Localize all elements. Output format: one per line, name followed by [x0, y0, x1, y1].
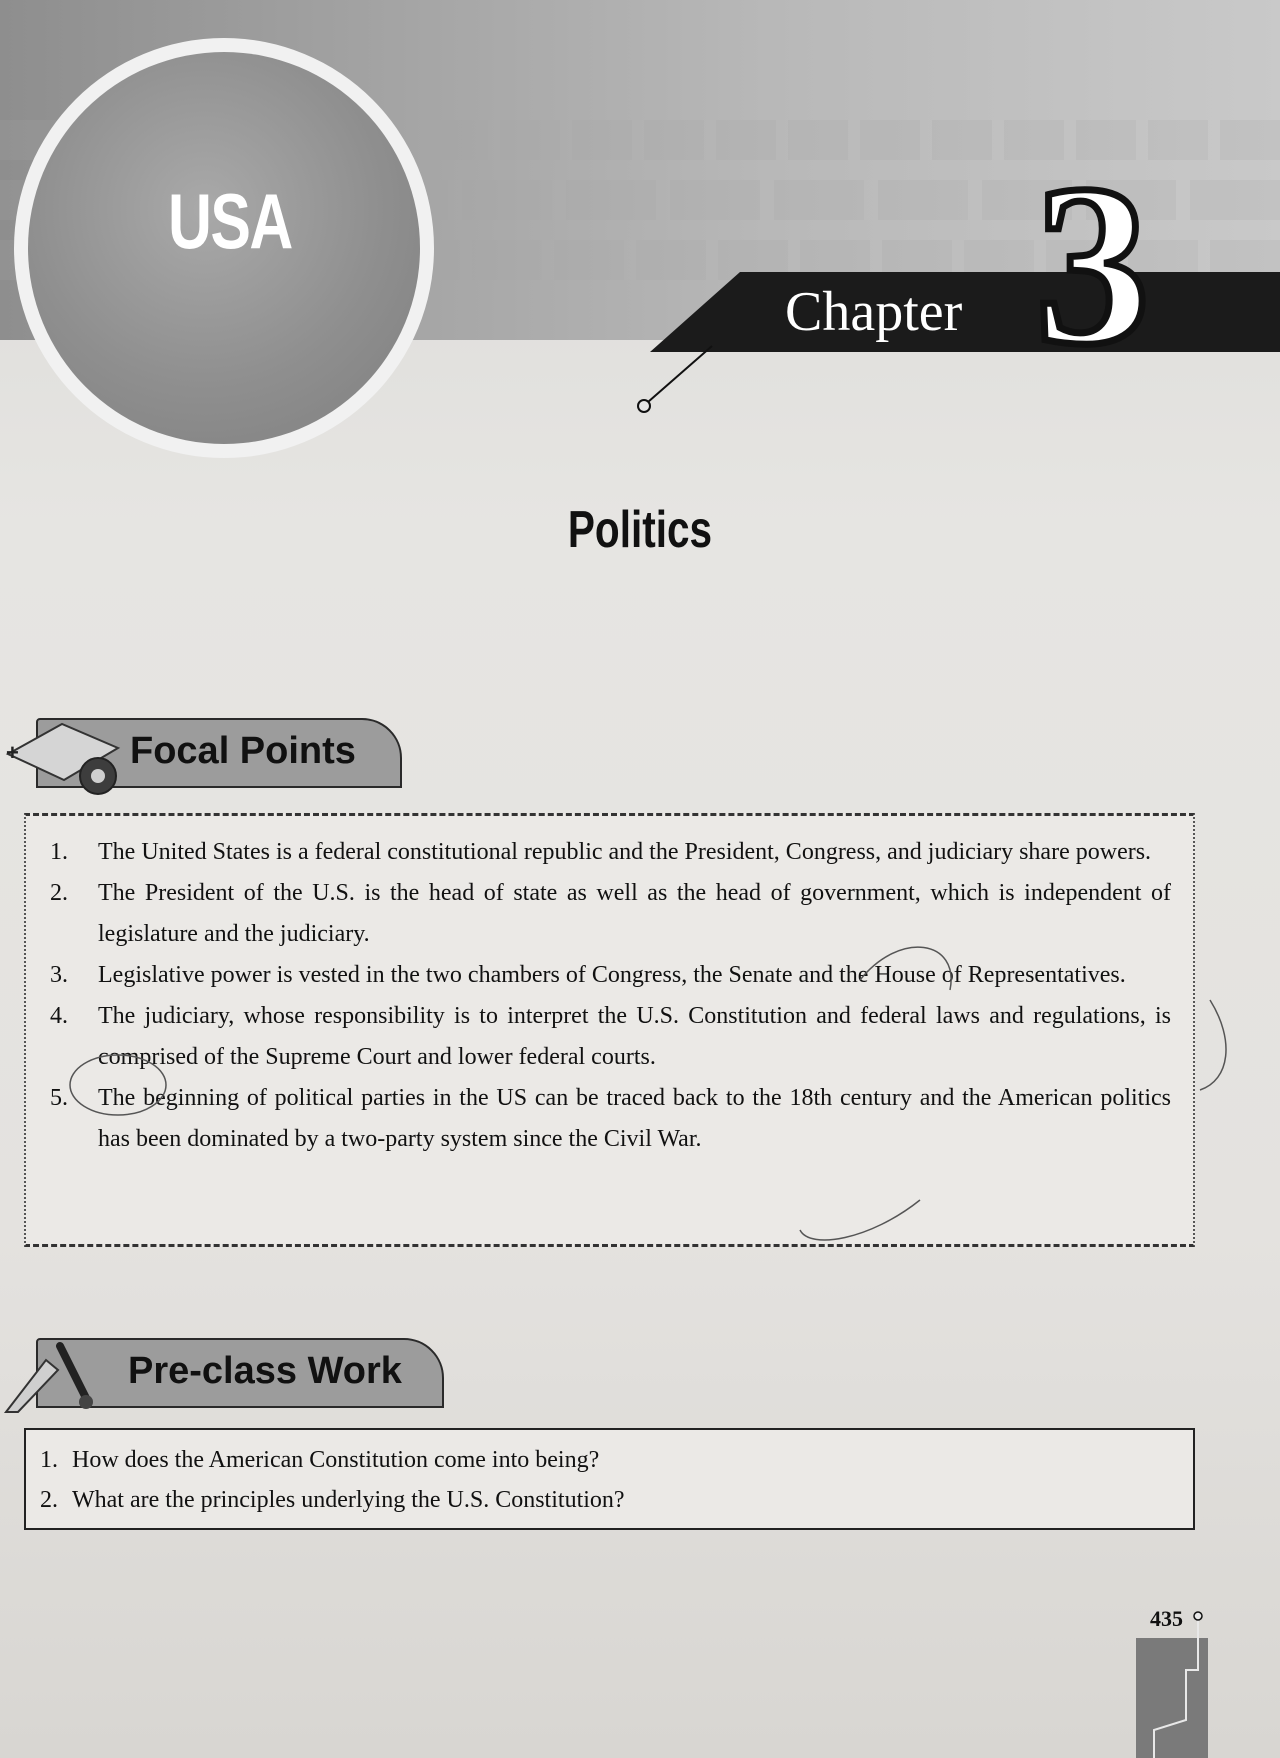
- section-heading: Focal Points: [130, 730, 356, 772]
- country-label: USA: [168, 177, 292, 265]
- list-item: 1. The United States is a federal constitutional republic and the President, Congress, and judiciary share powers.: [50, 839, 1152, 865]
- list-item: 3. Legislative power is vested in the two chambers of Congress, the Senate and the House of Representatives.: [50, 962, 1126, 988]
- chapter-banner: [650, 272, 1280, 352]
- page-title: Politics: [567, 501, 713, 559]
- list-item: 1. How does the American Constitution come into being?: [40, 1447, 600, 1473]
- chapter-number: 3: [1035, 137, 1150, 392]
- chapter-label: Chapter: [785, 281, 963, 343]
- pointer-line-icon: [630, 340, 720, 420]
- focal-points-box: [24, 813, 1195, 1247]
- corner-line-icon: [1136, 1610, 1216, 1758]
- focal-points-list: [26, 816, 1193, 1160]
- book-icon: [0, 714, 130, 804]
- section-heading: Pre-class Work: [128, 1350, 402, 1392]
- list-item: 5. The beginning of political parties in the US can be traced back to the 18th century and the American politics has been dominated by a two-party system since the Civil War.: [50, 1085, 1171, 1152]
- list-item: 2. The President of the U.S. is the head of state as well as the head of government, which is independent of legislature and the judiciary.: [50, 880, 1171, 947]
- list-item: 4. The judiciary, whose responsibility is to interpret the U.S. Constitution and federal laws and regulations, is comprised of the Supreme Court and lower federal courts.: [50, 1003, 1171, 1070]
- svg-text:+: +: [6, 740, 19, 765]
- preclass-work-list: [26, 1430, 1193, 1520]
- page-number: 435: [1150, 1606, 1183, 1631]
- preclass-work-box: [24, 1428, 1195, 1530]
- pen-icon: [0, 1326, 120, 1416]
- list-item: 2. What are the principles underlying the U.S. Constitution?: [40, 1487, 625, 1513]
